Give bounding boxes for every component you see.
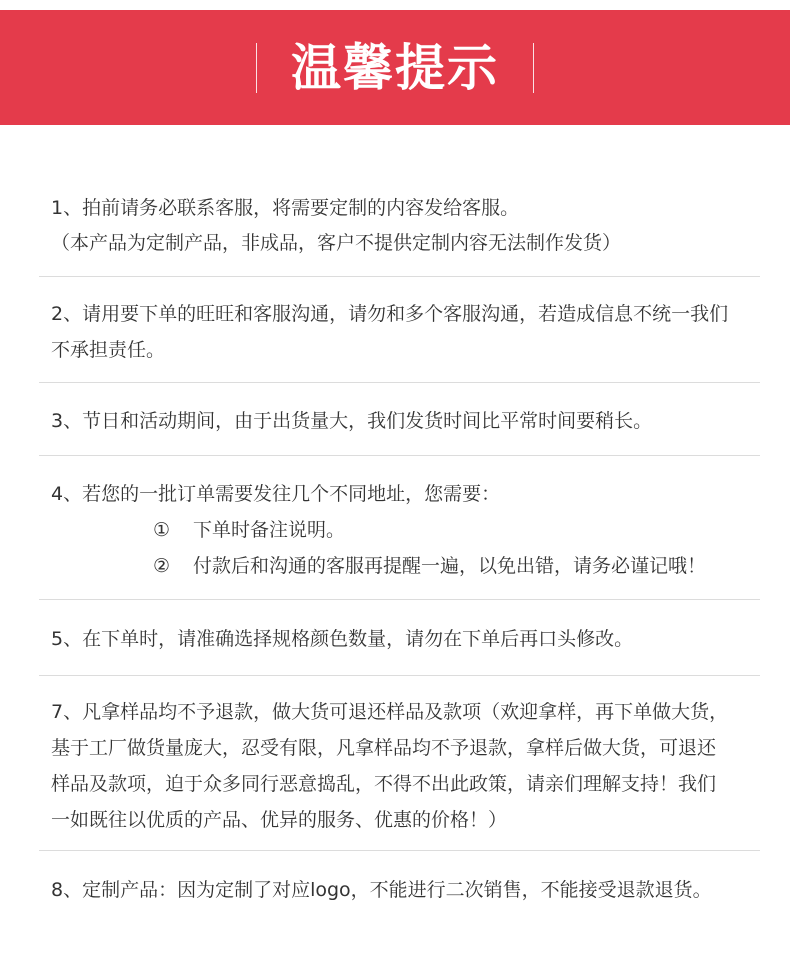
divider-left: [256, 43, 257, 93]
notice-line: 不承担责任。: [51, 339, 166, 361]
notice-item-1: [39, 170, 760, 277]
page-title: 温馨提示: [291, 38, 499, 97]
notice-line: 5、在下单时，请准确选择规格颜色数量，请勿在下单后再口头修改。: [51, 628, 634, 650]
sub-item-2: [153, 557, 706, 576]
sub-item-1: [153, 521, 345, 540]
notice-item-3: [39, 383, 760, 456]
notice-item-8: [39, 851, 760, 931]
circled-number: ①: [153, 519, 171, 541]
notice-line: 2、请用要下单的旺旺和客服沟通，请勿和多个客服沟通，若造成信息不统一我们: [51, 303, 729, 325]
notice-line: 基于工厂做货量庞大，忍受有限，凡拿样品均不予退款，拿样后做大货，可退还: [51, 737, 717, 759]
notice-item-5: [39, 600, 760, 676]
notice-line: 4、若您的一批订单需要发往几个不同地址，您需要：: [51, 483, 501, 505]
notice-line: 8、定制产品：因为定制了对应logo，不能进行二次销售，不能接受退款退货。: [51, 879, 712, 901]
notice-line: 样品及款项，迫于众多同行恶意捣乱，不得不出此政策，请亲们理解支持！我们: [51, 773, 717, 795]
sub-item-text: 付款后和沟通的客服再提醒一遍，以免出错，请务必谨记哦！: [193, 555, 707, 577]
sub-item-text: 下单时备注说明。: [193, 519, 346, 541]
notice-item-4: [39, 456, 760, 600]
notice-line: 一如既往以优质的产品、优异的服务、优惠的价格！）: [51, 809, 508, 831]
notice-line: 7、凡拿样品均不予退款，做大货可退还样品及款项（欢迎拿样，再下单做大货，: [51, 701, 729, 723]
notice-line: 1、拍前请务必联系客服，将需要定制的内容发给客服。: [51, 197, 520, 219]
notice-line: 3、节日和活动期间，由于出货量大，我们发货时间比平常时间要稍长。: [51, 410, 653, 432]
notice-item-7: [39, 676, 760, 851]
header-banner: [0, 10, 790, 125]
circled-number: ②: [153, 555, 171, 577]
notice-line: （本产品为定制产品，非成品，客户不提供定制内容无法制作发货）: [51, 232, 622, 254]
notice-item-2: [39, 277, 760, 383]
divider-right: [533, 43, 534, 93]
